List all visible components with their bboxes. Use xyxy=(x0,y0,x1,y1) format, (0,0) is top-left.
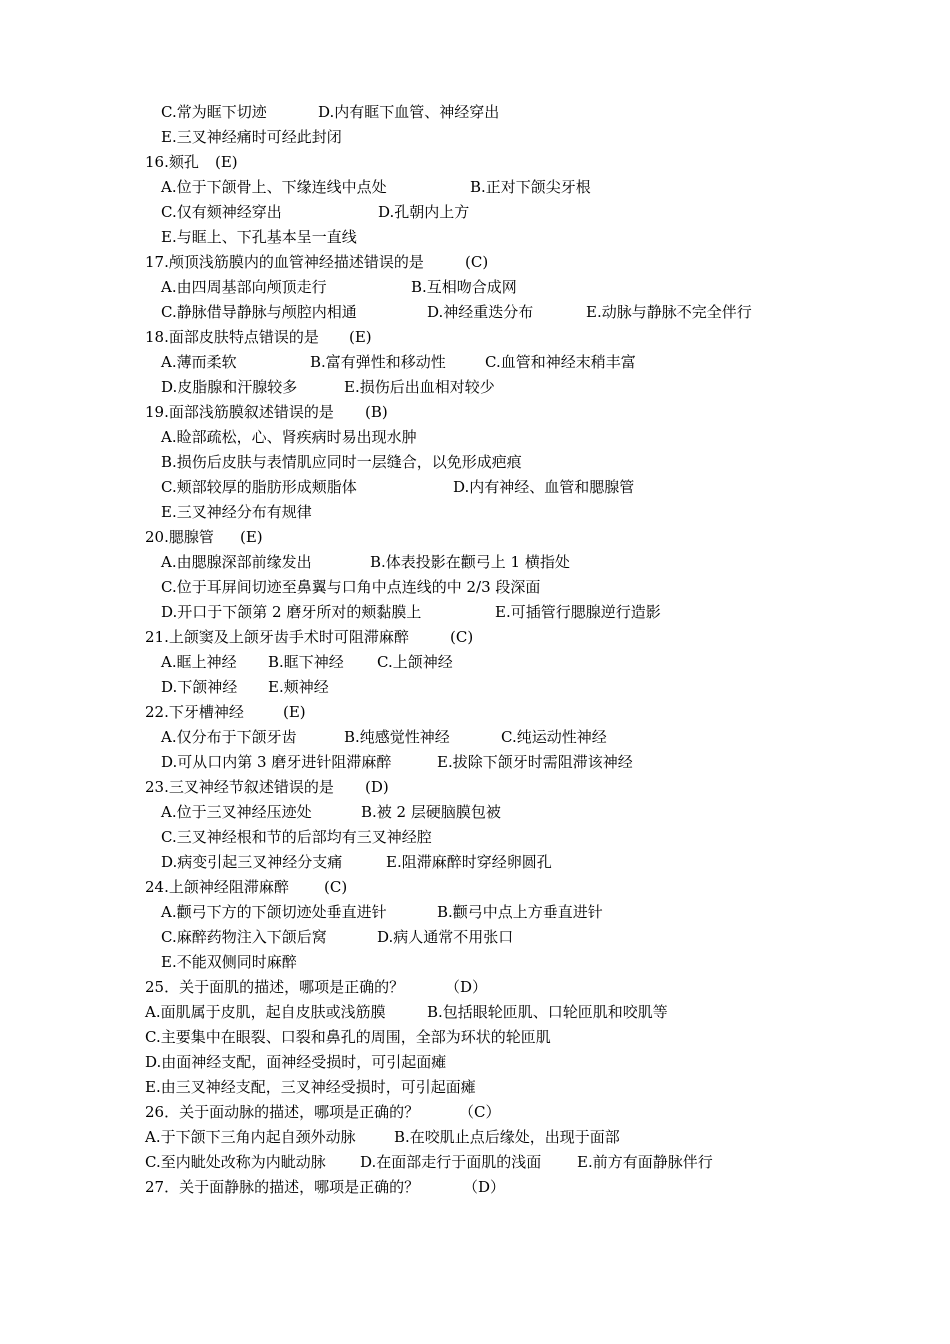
text-segment: C.主要集中在眼裂、口裂和鼻孔的周围，全部为环状的轮匝肌 xyxy=(145,1028,551,1046)
text-segment: (C) xyxy=(450,628,474,646)
text-segment: 21.上颌窦及上颌牙齿手术时可阻滞麻醉 xyxy=(145,628,409,646)
text-segment: （D） xyxy=(445,978,488,996)
text-segment: B.损伤后皮肤与表情肌应同时一层缝合，以免形成疤痕 xyxy=(161,453,522,471)
text-segment: E.由三叉神经支配，三叉神经受损时，可引起面瘫 xyxy=(145,1078,476,1096)
text-segment: B.富有弹性和移动性 xyxy=(310,353,446,371)
text-segment: D.下颌神经 xyxy=(161,678,238,696)
text-segment: A.颧弓下方的下颌切迹处垂直进针 xyxy=(161,903,387,921)
text-segment: B.互相吻合成网 xyxy=(411,278,517,296)
text-segment: A.由腮腺深部前缘发出 xyxy=(161,553,312,571)
text-segment: D.病变引起三叉神经分支痛 xyxy=(161,853,343,871)
text-segment: (E) xyxy=(349,328,372,346)
text-segment: C.常为眶下切迹 xyxy=(161,103,267,121)
text-segment: D.孔朝内上方 xyxy=(378,203,470,221)
text-segment: B.体表投影在颧弓上 1 横指处 xyxy=(370,553,570,571)
text-segment: D.在面部走行于面肌的浅面 xyxy=(360,1153,542,1171)
text-segment: E.不能双侧同时麻醉 xyxy=(161,953,297,971)
text-segment: （C） xyxy=(459,1103,501,1121)
text-segment: D.开口于下颌第 2 磨牙所对的颊黏膜上 xyxy=(161,603,422,621)
text-segment: 23.三叉神经节叙述错误的是 xyxy=(145,778,334,796)
text-segment: C.上颌神经 xyxy=(377,653,453,671)
text-segment: (E) xyxy=(215,153,238,171)
text-segment: 16.颏孔 xyxy=(145,153,199,171)
text-segment: A.面肌属于皮肌，起自皮肤或浅筋膜 xyxy=(145,1003,386,1021)
text-segment: (D) xyxy=(365,778,389,796)
text-segment: B.颧弓中点上方垂直进针 xyxy=(437,903,603,921)
text-segment: 17.颅顶浅筋膜内的血管神经描述错误的是 xyxy=(145,253,424,271)
text-segment: 25．关于面肌的描述，哪项是正确的？ xyxy=(145,978,405,996)
text-segment: C.仅有颏神经穿出 xyxy=(161,203,282,221)
text-segment: D.由面神经支配，面神经受损时，可引起面瘫 xyxy=(145,1053,447,1071)
text-segment: B.包括眼轮匝肌、口轮匝肌和咬肌等 xyxy=(427,1003,668,1021)
text-segment: C.三叉神经根和节的后部均有三叉神经腔 xyxy=(161,828,432,846)
text-segment: B.被 2 层硬脑膜包被 xyxy=(361,803,501,821)
text-segment: E.动脉与静脉不完全伴行 xyxy=(586,303,752,321)
text-segment: B.在咬肌止点后缘处，出现于面部 xyxy=(394,1128,620,1146)
text-segment: A.由四周基部向颅顶走行 xyxy=(161,278,327,296)
text-segment: 27．关于面静脉的描述，哪项是正确的？ xyxy=(145,1178,420,1196)
text-segment: （D） xyxy=(463,1178,506,1196)
text-segment: D.皮脂腺和汗腺较多 xyxy=(161,378,298,396)
text-segment: A.位于下颌骨上、下缘连线中点处 xyxy=(161,178,387,196)
text-segment: (C) xyxy=(465,253,489,271)
text-segment: A.眶上神经 xyxy=(161,653,237,671)
text-segment: D.内有神经、血管和腮腺管 xyxy=(453,478,635,496)
text-segment: (E) xyxy=(283,703,306,721)
text-segment: 19.面部浅筋膜叙述错误的是 xyxy=(145,403,334,421)
text-segment: 24.上颌神经阻滞麻醉 xyxy=(145,878,289,896)
text-segment: E.可插管行腮腺逆行造影 xyxy=(495,603,661,621)
text-segment: E.颊神经 xyxy=(268,678,329,696)
text-segment: C.血管和神经末稍丰富 xyxy=(485,353,636,371)
text-segment: C.位于耳屏间切迹至鼻翼与口角中点连线的中 2/3 段深面 xyxy=(161,578,541,596)
text-segment: E.三叉神经痛时可经此封闭 xyxy=(161,128,342,146)
text-segment: (B) xyxy=(365,403,388,421)
text-segment: A.薄而柔软 xyxy=(161,353,237,371)
text-segment: B.眶下神经 xyxy=(268,653,344,671)
text-segment: C.麻醉药物注入下颌后窝 xyxy=(161,928,327,946)
text-segment: 20.腮腺管 xyxy=(145,528,214,546)
text-segment: B.正对下颌尖牙根 xyxy=(470,178,591,196)
text-segment: C.颊部较厚的脂肪形成颊脂体 xyxy=(161,478,357,496)
text-segment: 22.下牙槽神经 xyxy=(145,703,244,721)
text-segment: (C) xyxy=(324,878,348,896)
text-segment: A.于下颌下三角内起自颈外动脉 xyxy=(145,1128,356,1146)
text-segment: D.神经重迭分布 xyxy=(427,303,534,321)
text-segment: E.损伤后出血相对较少 xyxy=(344,378,495,396)
text-segment: 18.面部皮肤特点错误的是 xyxy=(145,328,319,346)
text-segment: C.至内眦处改称为内眦动脉 xyxy=(145,1153,326,1171)
text-segment: (E) xyxy=(240,528,263,546)
text-segment: C.静脉借导静脉与颅腔内相通 xyxy=(161,303,357,321)
text-segment: E.前方有面静脉伴行 xyxy=(577,1153,713,1171)
text-segment: D.可从口内第 3 磨牙进针阻滞麻醉 xyxy=(161,753,392,771)
text-segment: B.纯感觉性神经 xyxy=(344,728,450,746)
text-segment: D.病人通常不用张口 xyxy=(377,928,514,946)
text-segment: C.纯运动性神经 xyxy=(501,728,607,746)
text-segment: E.三叉神经分布有规律 xyxy=(161,503,312,521)
text-segment: E.阻滞麻醉时穿经卵圆孔 xyxy=(386,853,552,871)
text-segment: 26．关于面动脉的描述，哪项是正确的？ xyxy=(145,1103,420,1121)
text-segment: E.拔除下颌牙时需阻滞该神经 xyxy=(437,753,633,771)
text-segment: A.位于三叉神经压迹处 xyxy=(161,803,312,821)
text-segment: E.与眶上、下孔基本呈一直线 xyxy=(161,228,357,246)
text-segment: A.仅分布于下颌牙齿 xyxy=(161,728,297,746)
text-segment: A.睑部疏松，心、肾疾病时易出现水肿 xyxy=(161,428,417,446)
text-segment: D.内有眶下血管、神经穿出 xyxy=(318,103,500,121)
